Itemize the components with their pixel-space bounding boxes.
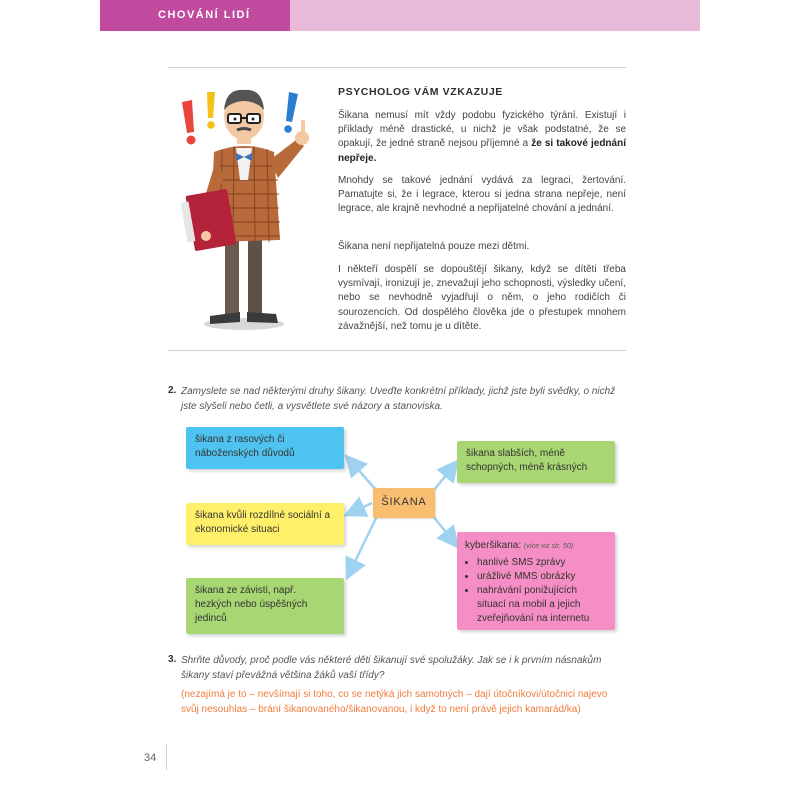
cyberbullying-list [465, 556, 607, 626]
node-center-sikana: ŠIKANA [373, 488, 435, 518]
question-2-text: Zamyslete se nad některými druhy šikany. Uveďte konkrétní příklady, jichž jste byli svědky, o nichž jste slyšeli nebo četli, a vysvětlete své názory a stanoviska. [181, 386, 616, 412]
cyberbullying-note: (více viz str. 50) [523, 543, 574, 550]
question-3-number: 3. [168, 654, 177, 665]
list-item: • nahrávání ponižujících situací na mobil a jejich zveřejňování na internetu [477, 584, 607, 626]
node-weaker: šikana slabších, méně schopných, méně krásných [457, 441, 615, 483]
node-envy: šikana ze závisti, např. hezkých nebo úspěšných jedinců [186, 578, 344, 634]
page-number-divider [166, 744, 167, 770]
chapter-title: CHOVÁNÍ LIDÍ [158, 9, 251, 21]
question-2-number: 2. [168, 385, 177, 396]
cyberbullying-title: kyberšikana: [465, 540, 522, 551]
node-social-economic: šikana kvůli rozdílné sociální a ekonomické situaci [186, 503, 344, 545]
psychologist-paragraph-2: Mnohdy se takové jednání vydává za legraci, žertování. Pamatujte si, že i legrace, kterou si jedna strana nepřeje, není legrace, ale krajně nevhodné a nepřijatelné chování a jednání. [338, 175, 626, 215]
list-item: • hanlivé SMS zprávy [477, 556, 607, 570]
psychologist-title: PSYCHOLOG VÁM VZKAZUJE [338, 86, 503, 98]
list-item: • urážlivé MMS obrázky [477, 570, 607, 584]
psychologist-paragraph-3: Šikana není nepřijatelná pouze mezi dětmi. [338, 241, 530, 252]
psychologist-paragraph-4: I někteří dospělí se dopouštějí šikany, když se dítěti třeba vysmívají, ironizují je, znevažují jeho schopnosti, výsledky učení, nebo se nevhodně vyjadřují o něm, o jeho rodičích či sourozencích. Od dospělého člověka jde o přestupek mnohem závažnější, než tomu je u dítěte. [338, 264, 626, 332]
node-racial-religious: šikana z rasových či náboženských důvodů [186, 427, 344, 469]
psychologist-paragraph-1: Šikana nemusí mít vždy podobu fyzického týrání. Existují i příklady méně drastické, u nichž je však podstatné, že se opakují, že jedné straně nejsou příjemné a že si takové jednání nepřeje. [338, 110, 626, 164]
page-number: 34 [144, 752, 157, 764]
question-3-text: Shrňte důvody, proč podle vás některé děti šikanují své spolužáky. Jak se i k prvním násnakům šikany staví převážná většina žáků vaší třídy? [181, 655, 602, 681]
question-3-answer: (nezajímá je to – nevšímají si toho, co se netýká jich samotných – dají útočníkovi/útočnici najevo svůj nesouhlas – brání šikanovaného/šikanovanou, i když to není právě jejich kamarád/ka) [181, 689, 608, 715]
node-cyberbullying [457, 532, 615, 630]
